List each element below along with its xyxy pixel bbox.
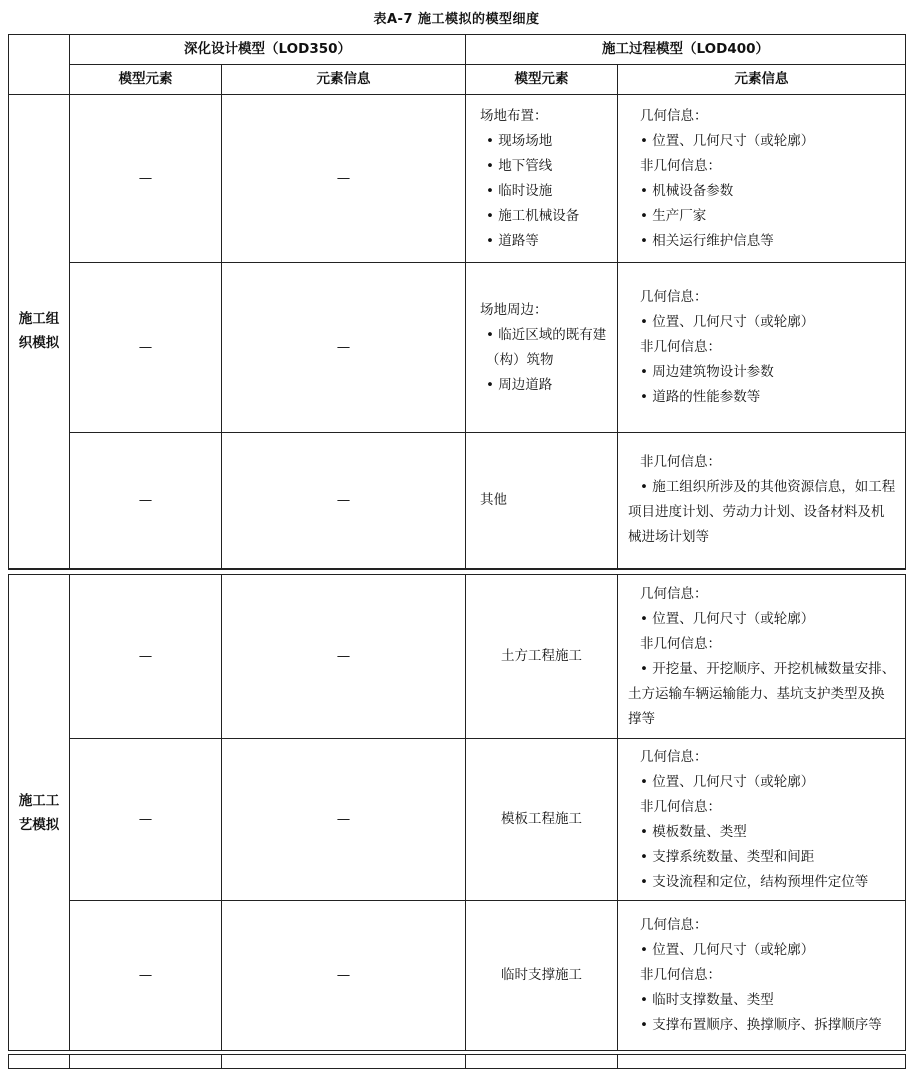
- table-row: [9, 1055, 906, 1069]
- info-line: • 位置、几何尺寸（或轮廓）: [640, 132, 815, 149]
- element-title: 场地布置：: [480, 107, 548, 124]
- continuation-cell: [222, 1055, 466, 1069]
- lod400-element-cell: [466, 575, 618, 739]
- lod350-element-cell: [70, 263, 222, 433]
- info-line: • 开挖量、开挖顺序、开挖机械数量安排、土方运输车辆运输能力、基坑支护类型及换撑等: [628, 660, 896, 727]
- element-title: 场地周边：: [480, 301, 548, 318]
- table-title: 表A-7 施工模拟的模型细度: [373, 12, 540, 27]
- info-line: • 机械设备参数: [640, 182, 734, 199]
- lod400-info-cell: [618, 95, 906, 263]
- table-row: [9, 739, 906, 901]
- element-title: 模板工程施工: [501, 811, 582, 827]
- element-item: • 地下管线: [486, 157, 553, 174]
- empty-dash: —: [336, 491, 351, 508]
- group-label-construction-process: [9, 575, 70, 1051]
- info-line: • 支设流程和定位，结构预埋件定位等: [640, 873, 869, 890]
- lod400-info-cell: [618, 901, 906, 1051]
- header-model-element: 模型元素: [70, 65, 222, 95]
- header-row-1: [9, 35, 906, 65]
- table-row: [9, 575, 906, 739]
- empty-dash: —: [336, 811, 351, 827]
- header-corner: [9, 35, 70, 95]
- info-line: • 相关运行维护信息等: [640, 232, 774, 249]
- info-line: 非几何信息：: [640, 454, 722, 471]
- lod350-element-cell: [70, 739, 222, 901]
- element-title: 临时支撑施工: [501, 967, 582, 983]
- info-line: • 周边建筑物设计参数: [640, 364, 774, 380]
- table-row: [9, 433, 906, 569]
- info-line: 非几何信息：: [640, 967, 721, 983]
- info-line: 几何信息：: [640, 917, 708, 933]
- info-line: • 位置、几何尺寸（或轮廓）: [640, 610, 815, 627]
- continuation-cell: [70, 1055, 222, 1069]
- empty-dash: —: [336, 339, 351, 355]
- element-item: • 施工机械设备: [486, 207, 580, 224]
- lod350-info-cell: [222, 95, 466, 263]
- lod350-element-cell: [70, 901, 222, 1051]
- lod400-element-cell: [466, 739, 618, 901]
- header-lod400: 施工过程模型（LOD400）: [466, 35, 906, 65]
- info-line: 非几何信息：: [640, 339, 722, 355]
- group-label-text: 施工工艺模拟: [18, 792, 60, 833]
- lod350-element-cell: [70, 575, 222, 739]
- continuation-cell: [466, 1055, 618, 1069]
- info-line: • 位置、几何尺寸（或轮廓）: [640, 773, 815, 790]
- lod400-element-cell: [466, 901, 618, 1051]
- header-element-info: 元素信息: [222, 65, 466, 95]
- lod350-info-cell: [222, 433, 466, 569]
- empty-dash: —: [138, 811, 153, 827]
- lod350-element-cell: [70, 95, 222, 263]
- lod350-info-cell: [222, 263, 466, 433]
- info-line: • 支撑系统数量、类型和间距: [640, 848, 815, 865]
- lod-table-part1: [8, 34, 906, 570]
- header-model-element: 模型元素: [466, 65, 618, 95]
- empty-dash: —: [336, 170, 351, 186]
- info-line: 几何信息：: [640, 289, 708, 305]
- info-line: 非几何信息：: [640, 798, 721, 815]
- info-line: • 模板数量、类型: [640, 823, 747, 840]
- element-item: • 道路等: [486, 232, 539, 249]
- info-line: 非几何信息：: [640, 157, 722, 174]
- table-row: [9, 901, 906, 1051]
- info-line: 几何信息：: [640, 107, 708, 124]
- header-lod350: 深化设计模型（LOD350）: [70, 35, 466, 65]
- info-line: • 生产厂家: [640, 207, 707, 224]
- info-line: • 位置、几何尺寸（或轮廓）: [640, 942, 815, 958]
- info-line: • 临时支撑数量、类型: [640, 992, 774, 1008]
- element-title: 土方工程施工: [501, 648, 582, 664]
- empty-dash: —: [138, 967, 153, 983]
- info-line: 几何信息：: [640, 748, 708, 765]
- table-row: [9, 263, 906, 433]
- empty-dash: —: [138, 491, 153, 508]
- group-label-construction-organization: [9, 95, 70, 569]
- element-item: • 周边道路: [486, 376, 553, 393]
- element-item: • 临时设施: [486, 182, 553, 199]
- empty-dash: —: [138, 339, 153, 355]
- lod350-info-cell: [222, 901, 466, 1051]
- lod400-info-cell: [618, 575, 906, 739]
- lod350-info-cell: [222, 739, 466, 901]
- header-element-info: 元素信息: [618, 65, 906, 95]
- empty-dash: —: [138, 170, 153, 186]
- info-line: • 道路的性能参数等: [640, 389, 761, 405]
- info-line: • 位置、几何尺寸（或轮廓）: [640, 314, 815, 330]
- info-line: • 施工组织所涉及的其他资源信息，如工程项目进度计划、劳动力计划、设备材料及机械进场计划等: [628, 479, 896, 546]
- info-line: • 支撑布置顺序、换撑顺序、拆撑顺序等: [640, 1017, 882, 1033]
- continuation-cell: [9, 1055, 70, 1069]
- empty-dash: —: [138, 648, 153, 664]
- lod400-element-cell: [466, 433, 618, 569]
- continuation-cell: [618, 1055, 906, 1069]
- header-row-2: [9, 65, 906, 95]
- table-row: [9, 95, 906, 263]
- element-title: 其他: [480, 491, 508, 508]
- lod-table-part2: [8, 574, 906, 1051]
- lod400-element-cell: [466, 263, 618, 433]
- lod350-element-cell: [70, 433, 222, 569]
- lod400-element-cell: [466, 95, 618, 263]
- element-item: • 现场场地: [486, 132, 553, 149]
- info-line: 非几何信息：: [640, 635, 721, 652]
- lod-table-part3-continuation: [8, 1054, 906, 1069]
- lod400-info-cell: [618, 263, 906, 433]
- empty-dash: —: [336, 967, 351, 983]
- lod400-info-cell: [618, 433, 906, 569]
- empty-dash: —: [336, 648, 351, 664]
- lod400-info-cell: [618, 739, 906, 901]
- element-item: • 临近区域的既有建（构）筑物: [486, 326, 607, 368]
- lod350-info-cell: [222, 575, 466, 739]
- info-line: 几何信息：: [640, 585, 708, 602]
- group-label-text: 施工组织模拟: [18, 311, 60, 352]
